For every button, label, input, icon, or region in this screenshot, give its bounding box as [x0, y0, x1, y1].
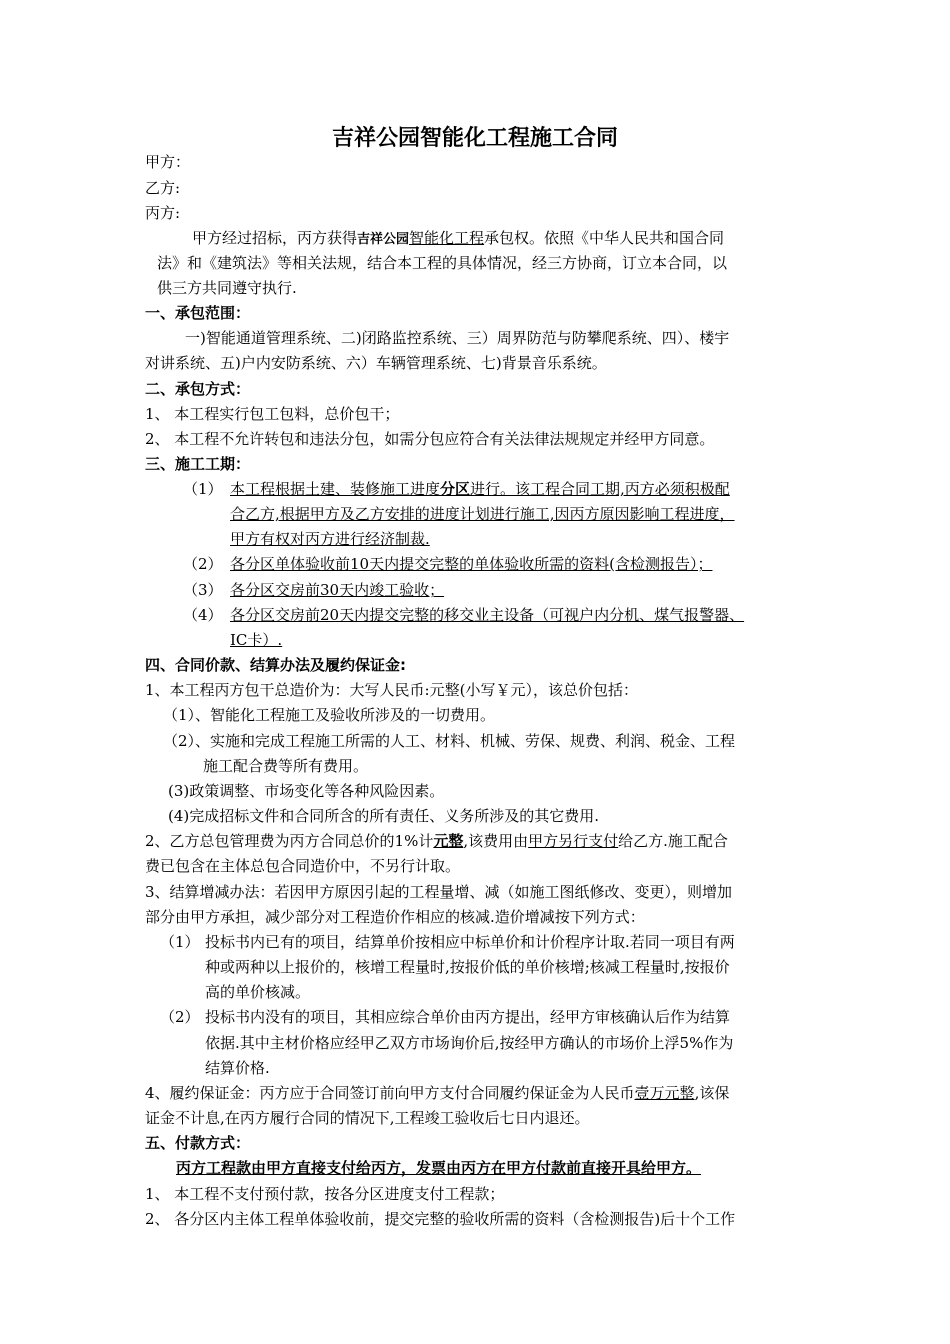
item-text: 进行。该工程合同工期,丙方必须积极配	[470, 480, 730, 498]
section-3-item-3: 各分区交房前30天内竣工验收；	[230, 581, 445, 599]
section-4-para-1c: (3)政策调整、市场变化等各种风险因素。	[168, 782, 445, 800]
section-4-para-3-line-2: 部分由甲方承担，减少部分对工程造价作相应的核减.造价增减按下列方式：	[145, 908, 645, 926]
section-4-para-4-line-1	[145, 1083, 729, 1103]
section-3-item-2: 各分区单体验收前10天内提交完整的单体验收所需的资料(含检测报告）；	[230, 555, 713, 573]
section-3-heading: 三、施工工期：	[145, 455, 251, 473]
item-bold-text: 分区	[440, 480, 471, 498]
section-4-para-3a-line-3: 高的单价核减。	[205, 983, 311, 1001]
section-3-item-4-line-2: IC卡）.	[230, 631, 283, 649]
intro-line-3: 供三方共同遵守执行.	[157, 279, 297, 297]
section-4-para-3a-line-2: 种或两种以上报价的，核增工程量时,按报价低的单价核增;核减工程量时,按报价	[205, 958, 730, 976]
section-4-para-1b-line-1: （2）、实施和完成工程施工所需的人工、材料、机械、劳保、规费、利润、税金、工程	[163, 732, 736, 750]
section-5-item-2: 2、 各分区内主体工程单体验收前，提交完整的验收所需的资料（含检测报告)后十个工作	[145, 1210, 736, 1228]
section-1-line-2: 对讲系统、五)户内安防系统、六）车辆管理系统、七)背景音乐系统。	[145, 354, 607, 372]
section-4-para-1: 1、本工程丙方包干总造价为：大写人民币:元整(小写￥元），该总价包括：	[145, 681, 638, 699]
section-4-para-3a-line-1: 投标书内已有的项目，结算单价按相应中标单价和计价程序计取.若同一项目有两	[205, 933, 735, 951]
project-type: 智能化工程	[409, 229, 485, 247]
para-text: 4、履约保证金：丙方应于合同签订前向甲方支付合同履约保证金为人民币	[145, 1084, 635, 1102]
section-2-heading: 二、承包方式：	[145, 380, 251, 398]
para-text: ,该费用由	[463, 832, 529, 850]
para-text: ,该保	[694, 1084, 730, 1102]
section-4-para-1b-line-2: 施工配合费等所有费用。	[203, 757, 369, 775]
section-3-number-1: （1）	[183, 480, 223, 498]
intro-line-2: 法》和《建筑法》等相关法规，结合本工程的具体情况，经三方协商，订立本合同，以	[157, 254, 728, 272]
document-title: 吉祥公园智能化工程施工合同	[331, 126, 618, 151]
section-3-number-3: （3）	[183, 581, 223, 599]
section-4-para-3b-line-1: 投标书内没有的项目，其相应综合单价由丙方提出，经甲方审核确认后作为结算	[205, 1008, 731, 1026]
section-3-item-4-line-1: 各分区交房前20天内提交完整的移交业主设备（可视户内分机、煤气报警器、	[230, 606, 745, 624]
section-4-para-3b-line-3: 结算价格.	[205, 1059, 270, 1077]
party-b-label: 乙方:	[145, 179, 181, 197]
party-c-label: 丙方:	[145, 204, 181, 222]
project-name: 吉祥公园	[357, 232, 410, 247]
fee-amount: 元整	[433, 832, 464, 850]
section-4-para-2-line-1	[145, 831, 728, 851]
party-a-label: 甲方：	[145, 153, 191, 171]
intro-text: 甲方经过招标，丙方获得	[192, 229, 358, 247]
para-text: 2、乙方总包管理费为丙方合同总价的1%计	[145, 832, 434, 850]
section-3-item-1-line-2: 合乙方,根据甲方及乙方安排的进度计划进行施工,因丙方原因影响工程进度，	[230, 505, 735, 523]
section-4-para-2-line-2: 费已包含在主体总包合同造价中，不另行计取。	[145, 857, 461, 875]
deposit-amount: 壹万元整	[634, 1084, 695, 1102]
section-2-item-2: 2、 本工程不允许转包和违法分包，如需分包应符合有关法律法规规定并经甲方同意。	[145, 430, 715, 448]
payer-note: 甲方另行支付	[528, 832, 619, 850]
section-4-para-1d: (4)完成招标文件和合同所含的所有责任、义务所涉及的其它费用.	[168, 807, 600, 825]
section-5-heading: 五、付款方式：	[145, 1134, 251, 1152]
intro-text: 承包权。依照《中华人民共和国合同	[484, 229, 725, 247]
para-text: 给乙方.施工配合	[618, 832, 728, 850]
section-4-para-4-line-2: 证金不计息,在丙方履行合同的情况下,工程竣工验收后七日内退还。	[145, 1109, 590, 1127]
section-4-para-1a: （1）、智能化工程施工及验收所涉及的一切费用。	[163, 706, 496, 724]
section-3-number-4: （4）	[183, 606, 223, 624]
section-3-item-1-line-3: 甲方有权对丙方进行经济制裁.	[230, 530, 430, 548]
section-2-item-1: 1、 本工程实行包工包料，总价包干；	[145, 405, 400, 423]
section-4-para-3a-number: （1）	[160, 933, 200, 951]
section-5-item-1: 1、 本工程不支付预付款，按各分区进度支付工程款；	[145, 1185, 505, 1203]
section-1-line-1: 一)智能通道管理系统、二)闭路监控系统、三）周界防范与防攀爬系统、四）、楼宇	[185, 329, 730, 347]
section-3-item-1-line-1	[230, 479, 730, 499]
item-text: 本工程根据土建、装修施工进度	[230, 480, 441, 498]
section-4-para-3b-line-2: 依据.其中主材价格应经甲乙双方市场询价后,按经甲方确认的市场价上浮5%作为	[205, 1034, 734, 1052]
section-4-para-3b-number: （2）	[160, 1008, 200, 1026]
section-5-note: 丙方工程款由甲方直接支付给丙方，发票由丙方在甲方付款前直接开具给甲方。	[176, 1159, 702, 1177]
section-3-number-2: （2）	[183, 555, 223, 573]
section-4-para-3-line-1: 3、结算增减办法：若因甲方原因引起的工程量增、减（如施工图纸修改、变更），则增加	[145, 883, 733, 901]
section-4-heading: 四、合同价款、结算办法及履约保证金:	[145, 656, 407, 674]
section-1-heading: 一、承包范围：	[145, 304, 251, 322]
intro-line-1	[192, 228, 724, 250]
